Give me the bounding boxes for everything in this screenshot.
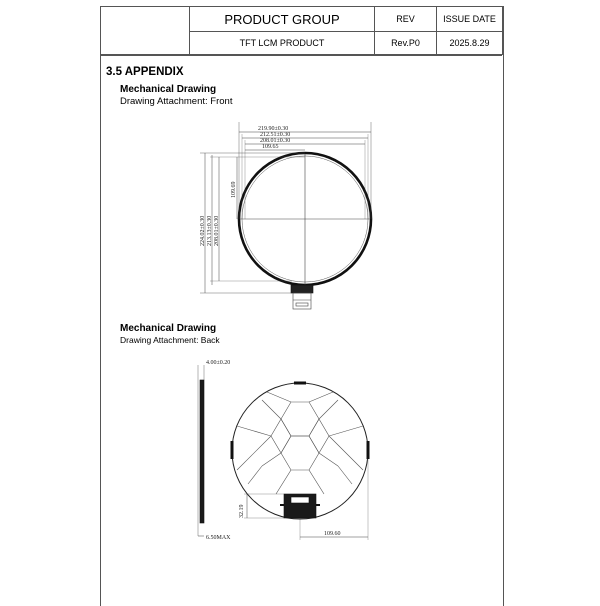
front-dim-mid-height: 213.13±0.30 <box>207 215 213 246</box>
issue-date-label: ISSUE DATE <box>437 7 503 32</box>
back-dim-max-thickness: 6.50MAX <box>206 535 231 541</box>
front-drawing-heading: Mechanical Drawing <box>120 84 217 95</box>
product-group-label: PRODUCT GROUP <box>190 7 375 32</box>
front-drawing-subheading: Drawing Attachment: Front <box>120 96 233 107</box>
front-view <box>200 122 371 309</box>
back-drawing-subheading: Drawing Attachment: Back <box>120 335 220 345</box>
back-dim-half-width: 109.60 <box>324 531 341 537</box>
back-dim-connector-height: 32.19 <box>239 504 245 518</box>
front-dim-mid-width: 212.51±0.30 <box>260 132 291 138</box>
front-dim-half-width: 109.65 <box>262 144 279 150</box>
back-dim-thickness: 4.00±0.20 <box>206 360 231 366</box>
front-dim-inner-height: 208.01±0.30 <box>214 215 220 246</box>
back-hex-pattern <box>237 392 363 494</box>
front-dim-outer-width: 219.90±0.30 <box>258 126 289 132</box>
front-dim-inner-width: 208.01±0.30 <box>260 138 291 144</box>
front-dim-half-height: 109.69 <box>231 181 237 198</box>
issue-date-value: 2025.8.29 <box>437 32 503 55</box>
front-fpc-connector <box>293 293 311 309</box>
front-dim-outer-height: 224.02±0.30 <box>200 215 206 246</box>
back-drawing-heading: Mechanical Drawing <box>120 323 217 334</box>
front-fpc-tail <box>291 285 313 293</box>
section-title: 3.5 APPENDIX <box>106 66 184 78</box>
rev-label: REV <box>375 7 437 32</box>
back-side-profile <box>200 380 204 523</box>
back-view <box>198 365 368 540</box>
rev-value: Rev.P0 <box>375 32 437 55</box>
product-name: TFT LCM PRODUCT <box>190 32 375 55</box>
